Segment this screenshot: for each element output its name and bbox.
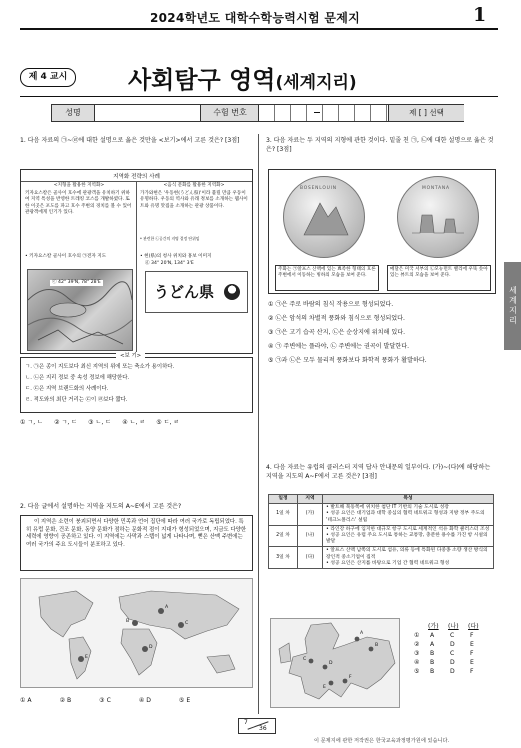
q2-world-map-shapes [21, 579, 252, 687]
q4-features [323, 504, 494, 526]
q2-map-label-c: C [185, 621, 189, 626]
q4-answer-col-na: (나) [448, 623, 459, 630]
q4-map-label-d: D [329, 661, 333, 666]
header-rule [20, 28, 498, 30]
q4-answer-row-2[interactable] [414, 640, 494, 649]
q4-europe-map-shapes [271, 619, 399, 707]
q4-answer-val: D [450, 659, 455, 666]
q1-right-note: * 관련한 ㉡공간의 지명 결정 단위임 [140, 236, 200, 241]
q1-right-item: • 현(県)의 청사 위치와 홍보 이미지 [140, 254, 212, 259]
q4-map-label-a: A [360, 631, 364, 636]
exam-number-field[interactable] [258, 105, 389, 121]
q3-coin-right [397, 176, 479, 258]
q4-area: (나) [298, 525, 323, 547]
q4-answer-val: A [430, 641, 435, 648]
q1-bogi-item-3: ㄷ. ㉢은 지역 브랜드화의 사례이다. [25, 386, 109, 392]
q4-answer-row-5[interactable] [414, 667, 494, 676]
q1-bogi-box [20, 353, 253, 413]
q4-feature-line: • 성공 요인은 유럽 주요 도시로 통하는 교통망, 충분한 용수를 가진 항 시설의 발달 [326, 533, 488, 545]
q1-option-3[interactable]: ③ ㄴ, ㄷ [88, 419, 112, 426]
q4-answer-val: C [450, 632, 455, 639]
q1-map-label: ⓒ 42° 39'N, 78° 28'E [52, 280, 101, 285]
q1-udon-text: うどん県 [154, 283, 215, 301]
q4-answer-val: E [470, 641, 474, 648]
q1-stem: 1. 다음 자료의 ㉠~㉣에 대한 설명으로 옳은 것만을 <보기>에서 고른 것은? [3점] [20, 137, 240, 144]
q3-caption-right: 메달은 미국 서부의 ㉡모뉴먼트 밸리에 우뚝 솟아 있는 뷰트의 모습을 보여 준다. [387, 265, 491, 291]
name-label: 성명 [52, 105, 94, 121]
footer-page: 7 [244, 719, 248, 726]
q4-answer-val: C [450, 650, 455, 657]
q2-map-label-b: B [126, 619, 130, 624]
q3-coin-left-horn [284, 177, 364, 257]
q3-coin-left-text: BOSENLOUIN [300, 186, 337, 191]
q4-feature-line: • 성공 요인은 대기업과 대학 중심의 협력 네트워크 형성과 지방 정부 주도의 '테크노폴리스' 설립 [326, 511, 485, 523]
exam-number-dash [314, 112, 320, 113]
q1-bogi-title: <보 기> [116, 353, 145, 361]
q4-feature-line: • 성공 요인은 산지를 바탕으로 기업 간 협력 네트워크 형성 [326, 560, 450, 566]
q4-answer-num: ⑤ [414, 668, 420, 675]
q1-right-coord: ⓓ 34° 20'N, 134° 3'E [145, 261, 194, 266]
q4-table [268, 494, 494, 569]
q1-right-head: <음식 문화를 활용한 지역화> [163, 183, 225, 188]
q2-passage-box [20, 515, 253, 571]
q3-option-2[interactable]: ② ㉡은 암석의 차별적 풍화와 침식으로 형성되었다. [268, 315, 405, 322]
q4-answer-val: F [470, 632, 474, 639]
exam-title: 2024학년도 대학수학능력시험 문제지 [150, 11, 361, 25]
q1-bogi-item-1: ㄱ. ㉠은 종이 지도보다 최신 지역의 위에 또는 축소가 용이하다. [25, 364, 175, 370]
q3-option-4[interactable]: ④ ㉠ 주변에는 플라야, ㉡ 주변에는 권곡이 발달한다. [268, 343, 410, 350]
q4-day: 1일 차 [269, 504, 298, 526]
q1-udon-logo [145, 271, 248, 313]
subject-side-tab: 세계지리 [504, 262, 521, 350]
q1-option-4[interactable]: ④ ㄴ, ㄹ [122, 419, 146, 426]
info-bar [51, 104, 464, 122]
q3-stem: 3. 다음 자료는 두 지역의 지형에 관한 것이다. 밑줄 친 ㉠, ㉡에 대한 설명으로 옳은 것은? [3점] [266, 137, 494, 153]
q4-area: (가) [298, 504, 323, 526]
q1-left-body: 키자요스칼은 골사이 호수에 관광객을 유치하기 위하여 지역 특성을 반영한 트레킹 코스를 개발하였다. 또한 이곳은 포도를 파고 호수 주변의 경치를 볼 수 있어 관광객에게 인기가 있다. [25, 191, 132, 216]
q4-answer-row-3[interactable] [414, 649, 494, 658]
q2-options [20, 696, 255, 705]
q4-header-day: 일정 [269, 495, 298, 504]
q1-bogi-item-2: ㄴ. ㉡은 지리 정보 중 속성 정보에 해당한다. [25, 375, 130, 381]
choice-prefix: 제 [409, 108, 417, 117]
q4-answer-header [414, 622, 494, 631]
q1-box-mid-rule [136, 181, 137, 352]
footer-copyright: 이 문제지에 관한 저작권은 한국교육과정평가원에 있습니다. [314, 738, 450, 744]
q3-source-box [268, 169, 496, 294]
q4-answer-num: ③ [414, 650, 420, 657]
q4-answer-num: ④ [414, 659, 420, 666]
q1-right-body: 가가와현은 '우동현(うどん県)'이라 불릴 만큼 우동이 유명하다. 우동의 역사와 유래 정보를 소개하는 웹사이트와 유명 맛집을 소개하는 관광 상품이다. [140, 191, 248, 209]
q1-box-title: 지역화 전략의 사례 [113, 174, 160, 180]
q4-answer-val: A [430, 632, 435, 639]
q4-table-header [269, 495, 494, 504]
q4-feature-line: • 라인강 하구에 입지한 대규모 항구 도시로 세계적인 석유 화학 클러스터 조성 [326, 526, 490, 532]
q4-answer-row-4[interactable] [414, 658, 494, 667]
q2-option-4[interactable]: ④ D [138, 697, 151, 704]
period-badge: 제 4 교시 [20, 68, 76, 87]
q4-answer-num: ② [414, 641, 420, 648]
q4-europe-map [270, 618, 400, 708]
subject-main: 사회탐구 영역 [128, 66, 276, 94]
q1-options [20, 418, 255, 427]
exam-header [0, 0, 521, 100]
q3-coin-left [283, 176, 365, 258]
q4-header-features: 특성 [323, 495, 494, 504]
choice-label [388, 105, 464, 121]
table-row [269, 547, 494, 569]
q2-option-3[interactable]: ③ C [99, 697, 111, 704]
q4-feature-line: • 알프스 산맥 남쪽의 도시로 섬유, 의류 등에 특화된 다중종 소량 생산 방식의 장인적 중소기업이 집적 [326, 548, 488, 560]
q4-answer-val: D [450, 641, 455, 648]
footer-total: 36 [259, 725, 267, 732]
q4-answer-col-da: (다) [468, 623, 479, 630]
q4-features [323, 547, 494, 569]
subject-detail: (세계지리) [275, 73, 357, 93]
column-divider [258, 134, 259, 714]
q4-header-area: 지역 [298, 495, 323, 504]
q2-map-label-a: A [165, 605, 169, 610]
q1-option-2[interactable]: ② ㄱ, ㄷ [54, 419, 78, 426]
q2-stem: 2. 다음 글에서 설명하는 지역을 지도의 A~E에서 고른 것은? [20, 503, 182, 510]
q4-answer-val: B [430, 659, 435, 666]
q1-left-head: <지형을 활용한 지역화> [53, 183, 105, 188]
exam-number-label: 수험 번호 [200, 105, 259, 121]
q4-answer-row-1[interactable] [414, 631, 494, 640]
q1-bogi-item-4: ㄹ. 적도와의 최단 거리는 ㉢이 ㉣보다 짧다. [25, 397, 128, 403]
page-number: 1 [473, 4, 487, 26]
q1-source-box [20, 169, 253, 354]
q4-answer-val: B [430, 668, 435, 675]
q1-terrain-map [27, 269, 133, 351]
subject-title [128, 60, 357, 95]
q4-features [323, 525, 494, 547]
q4-day: 3일 차 [269, 547, 298, 569]
q2-option-1[interactable]: ① A [20, 697, 32, 704]
udon-bowl-icon [224, 284, 240, 300]
q3-option-1[interactable]: ① ㉠은 주로 바람의 침식 작용으로 형성되었다. [268, 301, 394, 308]
choice-suffix: 선택 [429, 108, 444, 117]
q4-area: (다) [298, 547, 323, 569]
q1-left-item: • 키자요스칼 골사이 호수의 ㉠전자 지도 [25, 254, 107, 259]
footer-page-box [238, 718, 276, 734]
title-rule [20, 96, 498, 97]
q2-world-map [20, 578, 253, 688]
q4-answer-val: F [470, 650, 474, 657]
q3-caption-left: 주화는 ㉠알프스 산맥에 있는 뾰족한 형태의 호른 주변에서 이동하는 빙하의 모습을 보여 준다. [275, 265, 379, 291]
q2-option-5[interactable]: ⑤ E [178, 697, 191, 704]
q4-answer-grid [414, 622, 494, 676]
q4-answer-val: F [470, 668, 474, 675]
q1-option-1[interactable]: ① ㄱ, ㄴ [20, 419, 44, 426]
q3-option-5[interactable]: ⑤ ㉠과 ㉡은 모두 물리적 풍화보다 화학적 풍화가 활발하다. [268, 357, 427, 364]
q2-map-label-d: D [149, 645, 153, 650]
q4-answer-val: E [470, 659, 474, 666]
q4-answer-num: ① [414, 632, 420, 639]
table-row [269, 525, 494, 547]
q2-map-label-e: E [85, 655, 88, 660]
q3-option-3[interactable]: ③ ㉠은 고기 습곡 산지, ㉡은 순상지에 위치해 있다. [268, 329, 406, 336]
q4-day: 2일 차 [269, 525, 298, 547]
q4-answer-val: D [450, 668, 455, 675]
q2-passage: 이 지역은 소련이 붕괴되면서 다양한 민족과 언어 집단에 따라 여러 국가로 독립되었다. 특히 유럽 문화, 건조 문화, 동양 문화가 점하는 문화적 점이 지대가 형성되었으며, 지금도 다양한 세력에 영향이 공존하고 있다. 이 지역에는 사막과 스텝이 넓게 나타나며, 뻗은 산맥 주변에는 여러 국가의 주요 도시들이 분포하고 있다. [26, 519, 247, 548]
q4-map-label-f: F [349, 675, 352, 680]
name-field[interactable] [94, 105, 201, 121]
q4-map-label-c: C [303, 657, 307, 662]
q4-map-label-b: B [375, 643, 379, 648]
q3-coin-right-butte [398, 177, 478, 257]
q4-map-label-e: E [323, 685, 326, 690]
table-row [269, 504, 494, 526]
q4-stem: 4. 다음 자료는 유럽의 클러스터 지역 답사 안내문의 일부이다. (가)~(다)에 해당하는 지역을 지도의 A~F에서 고른 것은? [3점] [266, 464, 491, 480]
q4-answer-val: B [430, 650, 435, 657]
q4-answer-col-ga: (가) [428, 623, 439, 630]
choice-bracket[interactable]: [ ] [418, 108, 427, 117]
q4-feature-line: • 발트해 북동쪽에 위치한 첨단 IT 기반의 기술 도시로 성장 [326, 505, 449, 511]
q3-coin-right-text: MONTANA [422, 186, 450, 191]
q1-option-5[interactable]: ⑤ ㄷ, ㄹ [156, 419, 180, 426]
q2-option-2[interactable]: ② B [59, 697, 72, 704]
